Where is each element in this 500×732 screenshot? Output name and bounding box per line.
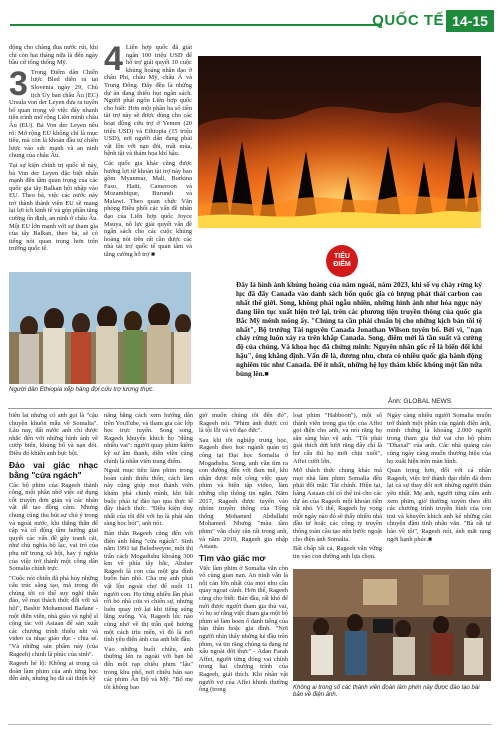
- photo-caption: Không ai trong số các thành viên đoàn làm phim này được đào tạo bài bản về điện ảnh.: [293, 685, 480, 698]
- wildfire-photo: [198, 56, 481, 228]
- page-numbers: 14-15: [446, 10, 494, 32]
- paragraph: Liên hợp quốc đã giải ngân 100 triệu USD để hỗ trợ giải quyết 10 cuộc khủng hoảng nhân đạo ở châu Phi, châu Mỹ, châu Á và Trung Đông. Đây đều là những dự án đang thiếu hụt ngân sách. Người phát ngôn Liên hợp quốc cho biết: Hơn một phần ba số tiền tài trợ này sẽ được dùng cho các hoạt động cứu trợ ở Yemen (20 triệu USD) và Ethiopia (15 triệu USD), nơi người dân đang phải vật lộn với nạn đói, mất mùa, bệnh tật và thảm họa khí hậu.: [104, 44, 192, 158]
- paragraph: "Cuộc nói chiến đã phá hủy những cấu trúc sâng tạo, mà trong đó chúng tôi có thể suy nghĩ thấu đáo, về mọi thách thức đối với xã hội", Bashir Mohamoud Badane - một diễn viên, nhà giáo và nghệ sĩ cộng tác với Astaan để sản xuất các chương trình thiếu nhi và video ca nhạc giáo dục - chia sẻ. "Và những sản phẩm này (của Rageeh) chính là phúc của sinh".: [9, 574, 98, 658]
- badge-line: TIÊU: [334, 253, 350, 260]
- header-rule: [10, 24, 382, 26]
- subheading: Đảo vai giác nhạc bằng "cửa ngách": [9, 459, 98, 480]
- paragraph: Các bộ phim của Rageeh thành công, một phần nhờ việc sử dụng cốt truyện đơn giản và các nhân vật dễ tạo đồng cảm. Nhưng chung cũng thu hút sự chú ý trong và ngoài nước, khi thắng thắn để cập và cổ động tầm hướng giải quyết các vấn đề gây tranh cãi, như chủ nghĩa bộ lạc, vai trò của phụ nữ trong xã hội, hay ý nghĩa của việc trở thành một công dân Somalia chính trực.: [9, 481, 98, 573]
- paragraph: Tại sự kiện chính trị quốc tế này, bà Von der Leyen đặc biệt nhấn mạnh đến tầm quan trọng của các quốc gia tây Balkan hội nhập vào EU. Theo bà, việc các nước này trở thành thành viên EU sẽ mang lại lợi ích kinh tế và góp phần tăng cường ổn định, an ninh ở châu Âu. Một EU lớn mạnh với sự tham gia của tây Balkan, theo bà, sẽ có tiếng nói quan trọng hơn trên trường quốc tế.: [9, 161, 98, 253]
- paragraph: động cho chàng đua nước rút, khi chỉ còn hai tháng nữa là đến ngày bầu cử tổng thống Mỹ.: [9, 44, 98, 67]
- feature-lead-text: Đây là hình ảnh khủng hoảng của năm ngoái, năm 2023, khi số vụ cháy rừng kỷ lục đã đẩy Canada vào danh sách bốn quốc gia có lượng phát thải carbon cao nhất thế giới. Song, không phải ngẫu nhiên, những hình ảnh như hỏa ngục này đang liên tục xuất hiện trở lại, trên các phương tiện truyền thông của quốc gia Bắc Mỹ mênh mông ấy. "Chúng ta cần phải chuẩn bị cho những kịch bản tồi tệ nhất", Bộ trưởng Tài nguyên Canada Jonathan Wilson tuyên bố. Bởi vì, "nạn cháy rừng luôn xảy ra trên khắp Canada. Song, điểm mới là tần suất và cường độ của chúng. Và khoa học đã chứng minh: Nguyên nhân gốc rễ là biến đổi khí hậu", ông khẳng định. Vấn đề là, đương nhu, chưa có nhiều quốc gia hành động nghiêm túc như Canada. Để ít nhất, những hệ lụy thảm khốc không một lần nữa bùng lên.■: [236, 281, 482, 379]
- section-title: QUỐC TẾ: [372, 12, 444, 29]
- paragraph: Sau khi tốt nghiệp trung học, Rageeh theo học ngành quản trị công tại Đại học Somalia ở Mogadishu. Song, anh vẫn tìm ra con đường đến với đam mê, khi nhận được một công việc quay phim và biên tập video, làm những clip thông tin ngắn. Năm 2017, Rageeh được tuyển vào nhóm truyền thông của Tổng thống Mohamed Abdullahi Mohamed. Nhưng "màu tầm phim" vẫn cháy rân rất trong anh, và năm 2019, Rageeh gia nhập Astaan.: [199, 436, 288, 551]
- photo-credit: Ảnh: GLOBAL NEWS: [388, 398, 452, 405]
- paragraph: Trong Điểm dân Chiến lược Bled diễn ra tại Slovenia ngày 29, Chủ tịch Ủy ban châu Âu (EC) Ursula von der Leyen đưa ra tuyên bố quan trọng về việc đẩy nhanh tiến trình mở rộng Liên minh châu Âu (EU). Bà Von der Leyen nêu rõ: Mở rộng EU không chỉ là mục tiêu, mà còn là khoản đầu tư chiến lược vào sức mạnh và an ninh chung của châu Âu.: [9, 68, 98, 160]
- film-crew-photo: [293, 569, 491, 681]
- badge-line: ĐIỂM: [333, 261, 351, 268]
- paragraph: Mớ thách thức chung khác mà mọi nhà làm phim Somalia đều phải đối mặt: Tài chính. Hiện tại, hãng Astaan chỉ có thể trả cho các dự án của Rageeh một khoản tiền rất nhỏ. Vì thế, Rageeh hy vọng một ngày nào đó sẽ thấy nhiều nhà đầu tư hoặc các công ty truyền thông toàn cầu tạo nên bước ngoặt cho điện ảnh Somalia.: [293, 467, 382, 543]
- article-col-lower-1: [9, 412, 98, 722]
- article-col-lower-3: [199, 412, 288, 722]
- paragraph: biên lai nhưng có anh gọi là "cậu chuyện khuôn mẫu về Somalia". Lâu nay, đất nước anh chỉ được nhắc đến với những hình ảnh về cướp biển, khủng bố và nạn đói. Điều đó khiến anh bực bội.: [9, 412, 98, 457]
- highlight-badge: [326, 245, 358, 277]
- paragraph: Ngoài mục tiêu làm phim trong hoàn cảnh thiếu thốn, cách làm này cũng giúp mọi thành viên khám phá chính mình, khi bất buộc phải tự đào tạo qua thực tế đầy thách thức. "Điều kiện duy nhất của tôi đối với họ là phải sẵn sàng học hỏi", anh nói.: [104, 467, 193, 528]
- subheading: Tìm vào giấc mơ: [199, 552, 266, 563]
- article-col-2: [104, 44, 192, 268]
- article-col-lower-4: [293, 412, 382, 567]
- ethiopia-photo: [9, 272, 191, 384]
- paragraph: Vào những buổi chiều, anh thường lén ra ngoài với bạn bè đến một rạp chiếu phim "lậu" trong khu phố, nơi chiếu bản sao các phim Ấn Độ và Mỹ. "Bố mẹ tôi không bao: [104, 645, 193, 691]
- article-col-lower-2: [104, 412, 193, 722]
- paragraph: năng bằng cách xem hướng dẫn trên YouTube, và tham gia các lớp học trực tuyến. Song song, Rageeh khuyến khích họ "dũng nhiều vai": người quay phim kiêm kỹ sư âm thanh, diễn viên cũng chính là nhân viên trang điểm.: [104, 412, 193, 465]
- paragraph: Ngày càng nhiều người Somalia muốn trở thành một phần của ngành điện ảnh, minh chứng là khoảng 2.000 người trong tham gia thử vai cho bộ phim "Dhaxal" của anh. Các nhà quảng cáo cũng ngày càng muốn thương hiệu của họ xuất hiện trên màn hình.: [387, 412, 491, 465]
- article-col-lower-5: [387, 412, 491, 567]
- paragraph: Bản thân Rageeh cũng đến với điện ảnh bằng "cửa ngách". Sinh năm 1991 tại Beledweyne, một thị trấn cách Mogadishu khoảng 300 km về phía tây bắc, Absher Rageeh là con của một gia đình buôn bán nhỏ. Cha mẹ anh phải vật lộn ngoài chợ để nuôi 11 người con. Họ từng nhiều lần phải rời bỏ nhà cửa vì chiến sự, nhưng luôn quay trở lại khi tiếng súng lắng xuống. Và, Rageeh lúc nào cũng nhớ về thị trấn quê hương một cách trìu mến, vì đó là nơi tình yêu điện ảnh của anh bắt đầu.: [104, 529, 193, 644]
- paragraph: Bất chấp tất cả, Rageeh vẫn vững tin vào con đường anh lựa chọn.: [293, 545, 382, 560]
- item-number: 4: [104, 44, 123, 78]
- section-divider: [8, 408, 492, 409]
- paragraph: Rageeh hé lộ: Không ai trong cả đoàn làm phim của anh từng học đến ảnh, nhưng họ đã cải thiện kỹ: [9, 660, 98, 683]
- item-number: 3: [9, 64, 28, 103]
- paragraph: giờ muốn chúng tôi đến đó", Rageeh nói. "Phim ảnh được coi là tội lỗi và vô đạo đức".: [199, 412, 288, 435]
- paragraph: loạt phim "Habboon"), một số thành viên trong gia tộc của Affei gọi điện cho anh, và nói rằng họ sẵn sàng bảo vệ anh. "Tôi phải giải thích dứt lười rằng đây chỉ là hư cấu thì họ mới chịu xuôi", Affei cười lớn.: [293, 412, 382, 465]
- paragraph: Quan trọng hơn, đối với cá nhân Rageeh, việc trở thành đạo diễn đã đem lại cả sự thay đổi nơi những người thân yêu nhất. Mẹ anh, người từng cấm anh xem phim, giờ thường xuyên theo dõi các chương trình truyền hình của con trai và khuyến khích anh kể những câu chuyện đậm tính nhân văn. "Bà rất tự hào về tôi", Rageeh nói, ánh mắt rạng ngời hạnh phúc.■: [387, 467, 491, 543]
- photo-caption: Người dân Ethiopia xếp hàng đợi cứu trợ lương thực.: [9, 386, 155, 393]
- page-header: [0, 0, 500, 40]
- paragraph: Các quốc gia khác cũng được hưởng lợi từ khoản tài trợ này bao gồm Myanmar, Mali, Burkina Faso, Haiti, Cameroon và Mozambique, Burundi và Malawi. Theo quan chức Văn phòng Điều phối các vấn đề nhân đạo của Liên hợp quốc Joyce Msuya, nỗ lực giải quyết vấn đề ngân sách cho các cuộc khủng hoảng nói trên rất cần được các nhà tài trợ quốc tế quan tâm và tăng cường hỗ trợ ■: [104, 159, 192, 259]
- bottom-rule: [8, 724, 492, 725]
- article-col-1: [9, 44, 98, 268]
- paragraph: Việc làm phim ở Somalia vẫn còn vô cùng gian nan. An ninh vẫn là nỗi cản lớn nhất của mọi nhu cầu quay ngoại cảnh. Hơn thế, Rageeh cũng cho biết: Bản đầu, rất khó để mời được người tham gia thủ vai, vì họ sợ rằng việc tham gia một bộ phim sẽ làm hoen ố danh tiếng của bản thân hoặc gia đình. "Nơi người nhìn thấy những kẻ đầu trên phim, và tin rằng chúng ta đang tự xấu ngoài đời thực" - Adan Farah Affei, người từng đóng vai chính trong hai chương trình của Rageeh, giải thích. Khi nhân vật người vợ của Affei khinh thường ông (trong: [199, 564, 288, 694]
